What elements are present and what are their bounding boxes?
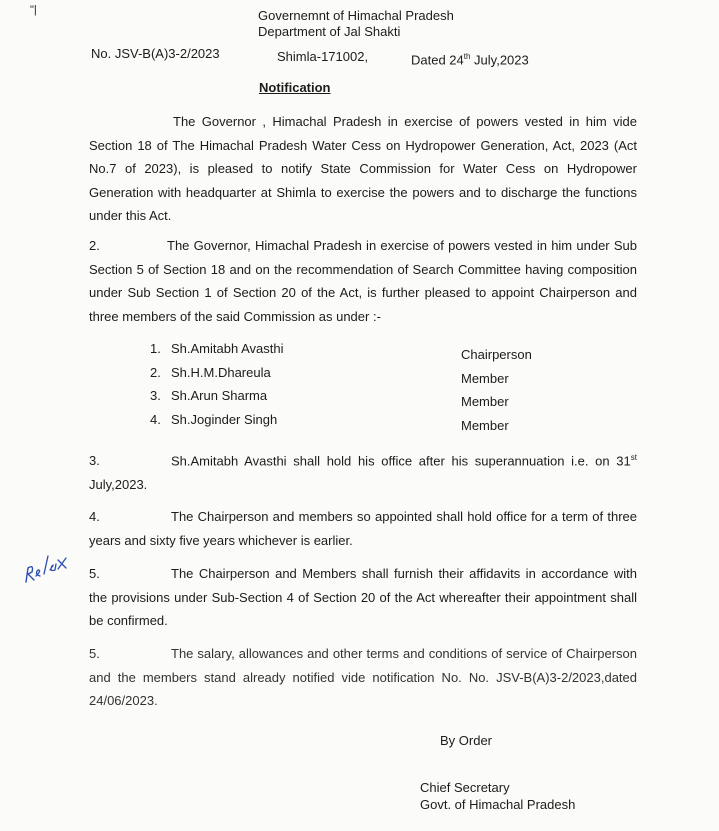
page-corner-mark: "| (30, 4, 37, 16)
paragraph-6-text: The salary, allowances and other terms and conditions of service of Chairperson and the members stand already notified vide notification No. No. JSV-B(A)3-2/2023,dated 24/06/2023. (89, 646, 637, 708)
paragraph-2 (89, 234, 637, 328)
reference-number: No. JSV-B(A)3-2/2023 (91, 46, 220, 61)
date-ordinal: th (463, 52, 471, 61)
paragraph-5-number: 5. (89, 566, 100, 581)
government-name: Governemnt of Himachal Pradesh (258, 8, 454, 23)
member-name: Sh.H.M.Dhareula (171, 364, 271, 380)
signatory-title: Chief Secretary (420, 780, 510, 795)
paragraph-3-number: 3. (89, 453, 100, 469)
member-designation: Member (461, 370, 509, 386)
list-item (150, 365, 550, 389)
list-item (150, 412, 550, 436)
member-name: Sh.Joginder Singh (171, 411, 278, 427)
member-number: 2. (150, 364, 161, 380)
paragraph-3 (89, 446, 637, 496)
list-item (150, 341, 550, 365)
member-name: Sh.Amitabh Avasthi (171, 341, 284, 356)
issue-date (411, 52, 529, 67)
member-number: 1. (150, 341, 161, 356)
paragraph-3-end: July,2023. (89, 476, 148, 492)
member-number: 3. (150, 388, 161, 403)
member-designation: Member (461, 394, 509, 409)
place-of-issue: Shimla-171002, (277, 49, 369, 64)
member-number: 4. (150, 411, 161, 427)
members-list (150, 341, 550, 435)
paragraph-1: The Governor , Himachal Pradesh in exercise of powers vested in him vide Section 18 of The Himachal Pradesh Water Cess on Hydropower Generation, Act, 2023 (Act No.7 of 2023), is pleased to notify State Commission for Water Cess on Hydropower Generation with headquarter at Shimla to exercise the powers and to discharge the functions under this Act. (89, 114, 637, 223)
department-name: Department of Jal Shakti (258, 24, 401, 39)
paragraph-6-number: 5. (89, 646, 100, 661)
paragraph-2-number: 2. (89, 238, 100, 253)
member-name: Sh.Arun Sharma (171, 388, 268, 403)
member-designation: Member (461, 417, 509, 433)
paragraph-4 (89, 505, 637, 552)
paragraph-4-text: The Chairperson and members so appointed shall hold office for a term of three years and sixty five years whichever is earlier. (89, 509, 637, 548)
paragraph-4-number: 4. (89, 509, 100, 524)
paragraph-5 (89, 562, 637, 633)
by-order: By Order (440, 733, 493, 748)
paragraph-5-text: The Chairperson and Members shall furnish their affidavits in accordance with the provisions under Sub-Section 4 of Section 20 of the Act whereafter their appointment shall be confirmed. (89, 566, 637, 628)
handwritten-annotation (20, 548, 74, 588)
signatory-office: Govt. of Himachal Pradesh (420, 797, 576, 812)
paragraph-3-text: Sh.Amitabh Avasthi shall hold his office after his superannuation i.e. on 31 (171, 453, 631, 469)
list-item (150, 388, 550, 412)
date-prefix: Dated 24 (411, 52, 464, 68)
member-designation: Chairperson (461, 347, 532, 362)
paragraph-3-ordinal: st (630, 453, 637, 462)
date-suffix: July,2023 (470, 52, 529, 68)
paragraph-6 (89, 642, 637, 713)
document-title: Notification (259, 80, 331, 95)
signature-block (420, 779, 575, 813)
letterhead (258, 8, 454, 40)
paragraph-2-text: The Governor, Himachal Pradesh in exercise of powers vested in him under Sub Section 5 of Section 18 and on the recommendation of Search Committee having composition under Sub Section 1 of Section 20 of the Act, is further pleased to appoint Chairperson and three members of the said Commission as under :- (89, 238, 637, 324)
